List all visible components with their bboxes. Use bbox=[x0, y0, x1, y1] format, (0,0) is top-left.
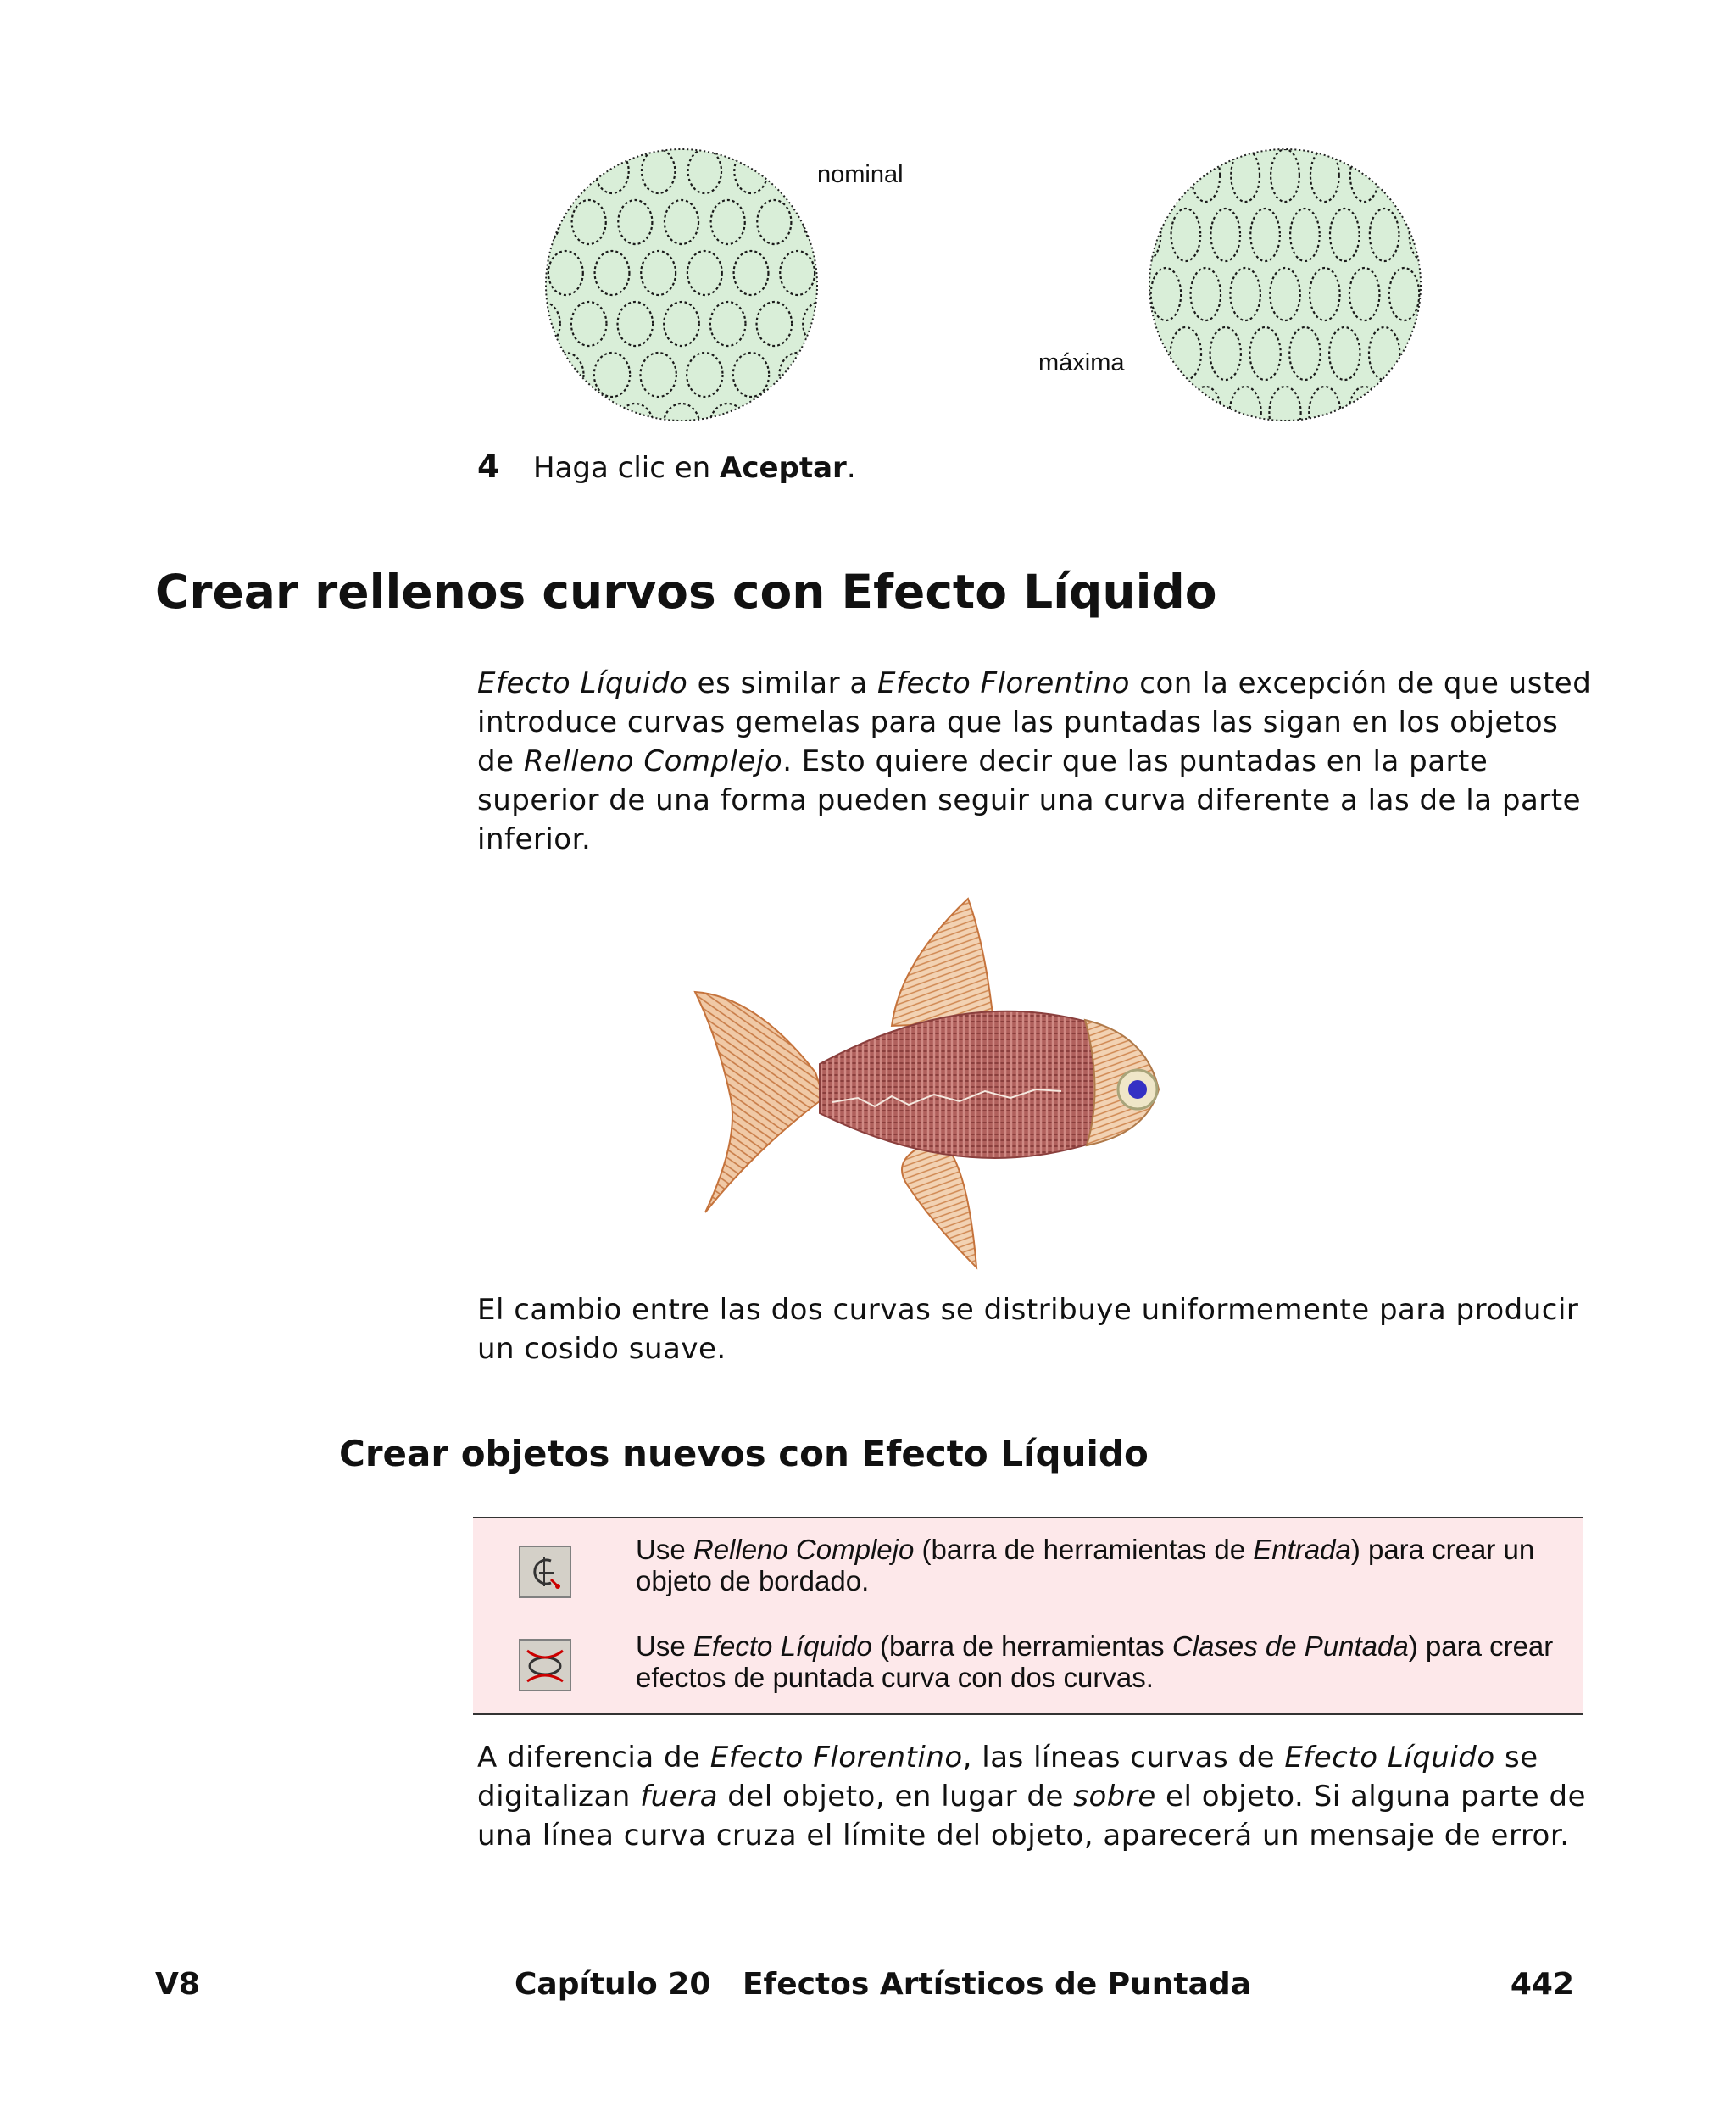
step-text-before: Haga clic en bbox=[533, 451, 720, 485]
maximum-density-figure bbox=[1146, 146, 1424, 424]
nominal-density-figure bbox=[542, 146, 821, 424]
nominal-label: nominal bbox=[817, 161, 904, 188]
tail-fin bbox=[695, 992, 824, 1212]
subsection-heading: Crear objetos nuevos con Efecto Líquido bbox=[339, 1433, 1149, 1474]
section-heading: Crear rellenos curvos con Efecto Líquido bbox=[155, 565, 1217, 619]
eye-pupil bbox=[1128, 1080, 1147, 1099]
ventral-fin bbox=[902, 1142, 976, 1267]
tools-table bbox=[473, 1517, 1583, 1715]
accept-term: Aceptar bbox=[720, 451, 847, 485]
step-text-after: . bbox=[846, 451, 856, 485]
liquid-effect-icon[interactable] bbox=[519, 1639, 571, 1691]
liquid-effect-description: Use Efecto Líquido (barra de herramientas Clases de Puntada) para crear efectos de puntada curva con dos curvas. bbox=[636, 1630, 1554, 1693]
version-label: V8 bbox=[155, 1967, 200, 2002]
page-number: 442 bbox=[1510, 1967, 1574, 2002]
chapter-title: Capítulo 20 Efectos Artísticos de Puntada bbox=[515, 1967, 1251, 2002]
complex-fill-description: Use Relleno Complejo (barra de herramientas de Entrada) para crear un objeto de bordado. bbox=[636, 1534, 1535, 1596]
intro-paragraph: Efecto Líquido es similar a Efecto Florentino con la excepción de que usted introduce curvas gemelas para que las puntadas las sigan en los objetos de Relleno Complejo. Esto quiere decir que las puntadas en la parte superior de una forma pueden seguir una curva diferente a las de la parte inferior. bbox=[477, 666, 1592, 856]
maximum-label: máxima bbox=[1038, 349, 1125, 376]
step-number: 4 bbox=[477, 448, 500, 485]
curve-change-paragraph: El cambio entre las dos curvas se distribuye uniformemente para producir un cosido suave. bbox=[477, 1293, 1579, 1366]
page-footer bbox=[155, 1967, 1574, 2009]
step-4 bbox=[477, 448, 856, 485]
fish-embroidery-illustration bbox=[688, 894, 1197, 1276]
digitizing-paragraph: A diferencia de Efecto Florentino, las líneas curvas de Efecto Líquido se digitalizan fuera del objeto, en lugar de sobre el objeto. Si alguna parte de una línea curva cruza el límite del objeto, aparecerá un mensaje de error. bbox=[477, 1741, 1587, 1852]
dorsal-fin bbox=[892, 899, 993, 1026]
complex-fill-icon[interactable] bbox=[519, 1546, 571, 1598]
